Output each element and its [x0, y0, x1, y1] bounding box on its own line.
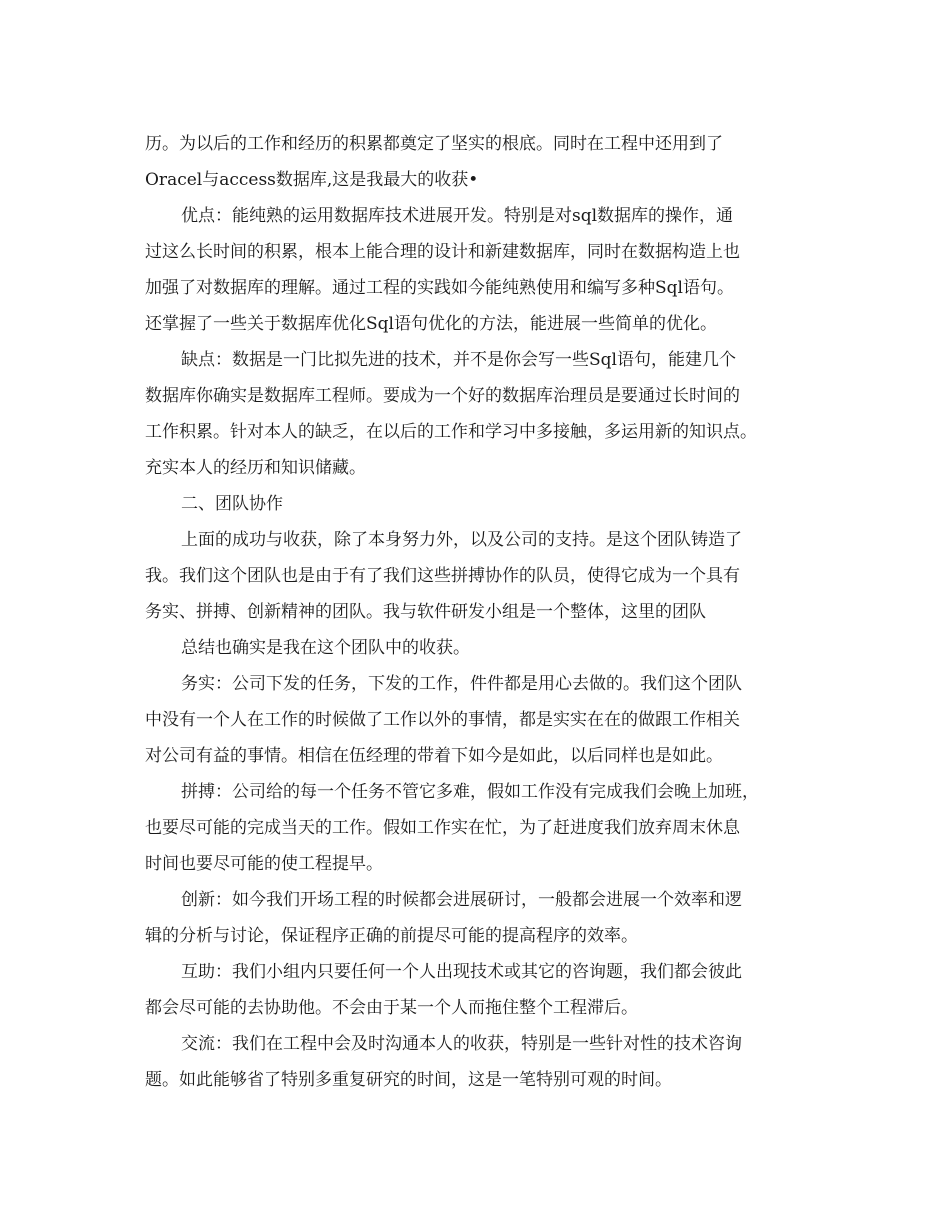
text-line: 时间也要尽可能的使工程提早。	[145, 854, 383, 874]
text-line: 总结也确实是我在这个团队中的收获。	[181, 638, 470, 658]
text-line: 题。如此能够省了特别多重复研究的时间，这是一笔特别可观的时间。	[145, 1070, 672, 1090]
text-line: 工作积累。针对本人的缺乏，在以后的工作和学习中多接触，多运用新的知识点。	[145, 422, 757, 442]
text-line: 过这么长时间的积累，根本上能合理的设计和新建数据库，同时在数据构造上也	[145, 242, 740, 262]
text-line: 充实本人的经历和知识储藏。	[145, 458, 366, 478]
text-line: 二、团队协作	[181, 494, 283, 514]
text-line: 务实：公司下发的任务，下发的工作，件件都是用心去做的。我们这个团队	[181, 674, 742, 694]
text-line: 都会尽可能的去协助他。不会由于某一个人而拖住整个工程滞后。	[145, 998, 638, 1018]
text-line: 上面的成功与收获，除了本身努力外，以及公司的支持。是这个团队铸造了	[181, 530, 742, 550]
text-line: 创新：如今我们开场工程的时候都会进展研讨，一般都会进展一个效率和逻	[181, 890, 742, 910]
text-line: 互助：我们小组内只要任何一个人出现技术或其它的咨询题，我们都会彼此	[181, 962, 742, 982]
text-line: 优点：能纯熟的运用数据库技术进展开发。特别是对sql数据库的操作，通	[181, 206, 734, 226]
text-line: 历。为以后的工作和经历的积累都奠定了坚实的根底。同时在工程中还用到了	[145, 134, 723, 154]
text-line: 缺点：数据是一门比拟先进的技术，并不是你会写一些Sql语句，能建几个	[181, 350, 736, 370]
text-line: 辑的分析与讨论，保证程序正确的前提尽可能的提高程序的效率。	[145, 926, 638, 946]
text-line: 还掌握了一些关于数据库优化Sql语句优化的方法，能进展一些简单的优化。	[145, 314, 717, 334]
text-line: 加强了对数据库的理解。通过工程的实践如今能纯熟使用和编写多种Sql语句。	[145, 278, 734, 298]
document-body	[145, 126, 815, 1098]
text-line: 我。我们这个团队也是由于有了我们这些拼搏协作的队员，使得它成为一个具有	[145, 566, 740, 586]
text-line: Oracel与access数据库,这是我最大的收获•	[145, 170, 479, 190]
text-line: 也要尽可能的完成当天的工作。假如工作实在忙，为了赶进度我们放弃周末休息	[145, 818, 740, 838]
text-line: 数据库你确实是数据库工程师。要成为一个好的数据库治理员是要通过长时间的	[145, 386, 740, 406]
text-line: 对公司有益的事情。相信在伍经理的带着下如今是如此，以后同样也是如此。	[145, 746, 723, 766]
text-line: 务实、拼搏、创新精神的团队。我与软件研发小组是一个整体，这里的团队	[145, 602, 706, 622]
text-line: 拼搏：公司给的每一个任务不管它多难，假如工作没有完成我们会晚上加班，	[181, 782, 759, 802]
text-line: 中没有一个人在工作的时候做了工作以外的事情，都是实实在在的做跟工作相关	[145, 710, 740, 730]
text-line: 交流：我们在工程中会及时沟通本人的收获，特别是一些针对性的技术咨询	[181, 1034, 742, 1054]
